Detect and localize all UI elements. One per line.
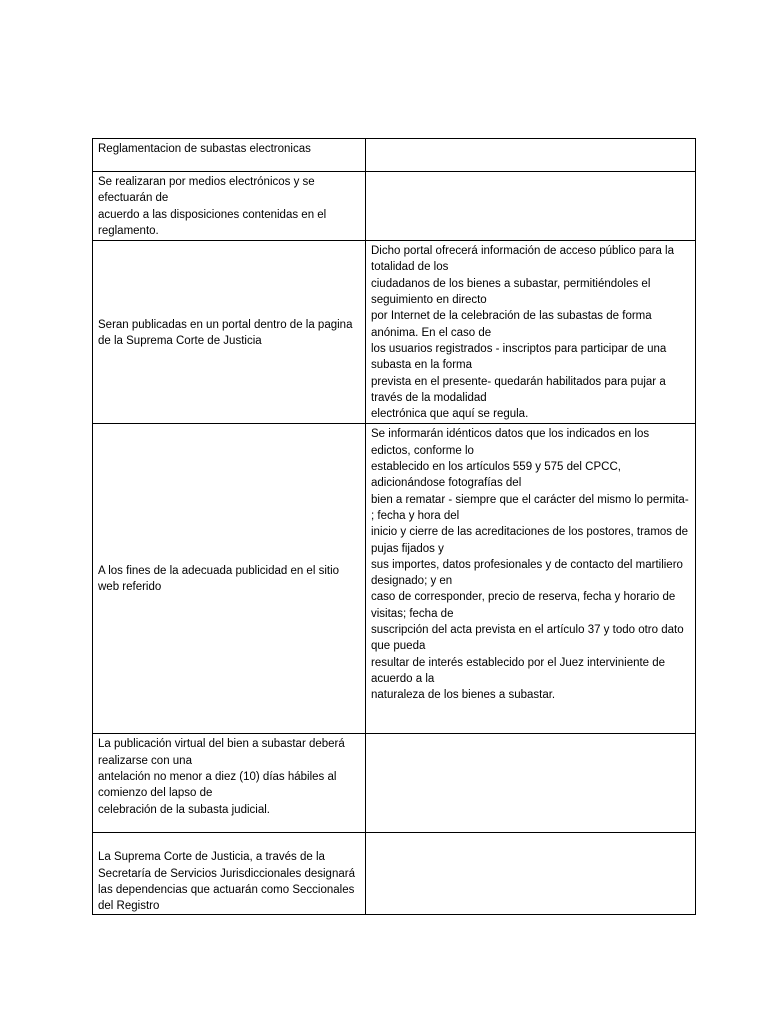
table-row bbox=[93, 833, 696, 915]
table-cell-left: Reglamentacion de subastas electronicas bbox=[93, 139, 366, 172]
table-row bbox=[93, 424, 696, 734]
table-row bbox=[93, 241, 696, 424]
table-cell-left: Seran publicadas en un portal dentro de la pagina de la Suprema Corte de Justicia bbox=[93, 241, 366, 424]
table-cell-left: La Suprema Corte de Justicia, a través de la Secretaría de Servicios Jurisdiccionales designará las dependencias que actuarán como Seccionales del Registro bbox=[93, 833, 366, 915]
regulation-table bbox=[92, 138, 696, 915]
table-cell-left: La publicación virtual del bien a subastar deberá realizarse con una antelación no menor a diez (10) días hábiles al comienzo del lapso de celebración de la subasta judicial. bbox=[93, 734, 366, 833]
table-cell-right: Dicho portal ofrecerá información de acceso público para la totalidad de los ciudadanos de los bienes a subastar, permitiéndoles el seguimiento en directo por Internet de la celebración de las subastas de forma anónima. En el caso de los usuarios registrados - inscriptos para participar de una subasta en la forma prevista en el presente- quedarán habilitados para pujar a través de la modalidad electrónica que aquí se regula. bbox=[366, 241, 696, 424]
table-cell-right: Se informarán idénticos datos que los indicados en los edictos, conforme lo establecido en los artículos 559 y 575 del CPCC, adicionándose fotografías del bien a rematar - siempre que el carácter del mismo lo permita- ; fecha y hora del inicio y cierre de las acreditaciones de los postores, tramos de pujas fijados y sus importes, datos profesionales y de contacto del martiliero designado; y en caso de corresponder, precio de reserva, fecha y horario de visitas; fecha de suscripción del acta prevista en el artículo 37 y todo otro dato que pueda resultar de interés establecido por el Juez interviniente de acuerdo a la naturaleza de los bienes a subastar. bbox=[366, 424, 696, 734]
table-cell-left: Se realizaran por medios electrónicos y se efectuarán de acuerdo a las disposiciones contenidas en el reglamento. bbox=[93, 172, 366, 241]
table-cell-left: A los fines de la adecuada publicidad en el sitio web referido bbox=[93, 424, 366, 734]
table-cell-right bbox=[366, 734, 696, 833]
table-row bbox=[93, 734, 696, 833]
table-cell-right bbox=[366, 139, 696, 172]
table-cell-right bbox=[366, 172, 696, 241]
table-row bbox=[93, 139, 696, 172]
table-cell-right bbox=[366, 833, 696, 915]
table-row bbox=[93, 172, 696, 241]
